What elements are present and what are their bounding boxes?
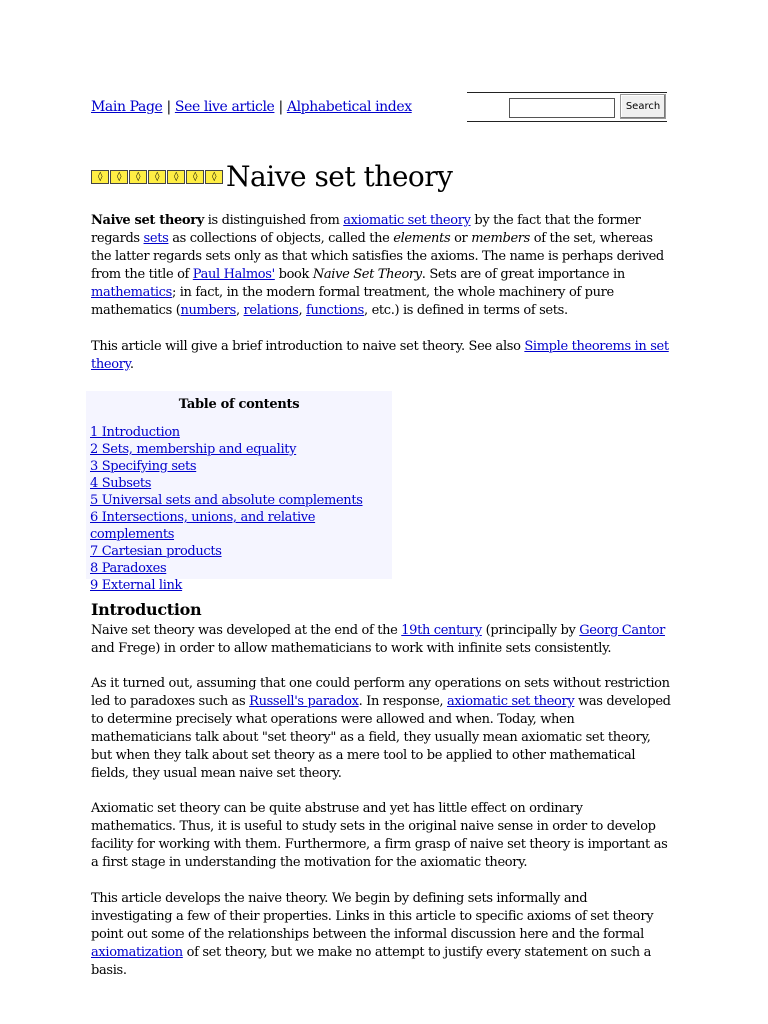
badge-icon: ◊ [186, 170, 204, 184]
toc-item [90, 475, 392, 492]
text-run: and Frege) in order to allow mathematicians to work with infinite sets consistently. [91, 641, 612, 656]
text-run: . In response, [358, 694, 447, 709]
main-page-link[interactable]: Main Page [91, 99, 163, 115]
toc-link-introduction[interactable]: 1 Introduction [90, 425, 180, 440]
toc-link-specifying-sets[interactable]: 3 Specifying sets [90, 459, 197, 474]
toc-title: Table of contents [178, 397, 300, 412]
alphabetical-index-link[interactable]: Alphabetical index [286, 99, 412, 115]
toc-link-external-link[interactable]: 9 External link [90, 578, 183, 593]
toc-item [90, 424, 392, 441]
search-button[interactable]: Search [620, 94, 666, 119]
text-run: of set theory, but we make no attempt to justify every statement on such a basis. [91, 945, 651, 978]
text-run: as collections of objects, called the [168, 231, 394, 246]
toc-item [90, 577, 392, 594]
link-19th-century[interactable]: 19th century [401, 623, 482, 638]
toc-link-universal-sets[interactable]: 5 Universal sets and absolute complements [90, 493, 363, 508]
text-run: , [298, 303, 307, 318]
toc-item [90, 492, 392, 509]
search-form [467, 92, 667, 122]
toc-list [86, 424, 392, 594]
link-sets[interactable]: sets [143, 231, 169, 246]
toc-link-intersections-unions[interactable]: 6 Intersections, unions, and relative complements [90, 510, 316, 542]
table-of-contents [86, 391, 392, 593]
text-run: is distinguished from [203, 213, 344, 228]
link-axiomatic-set-theory[interactable]: axiomatic set theory [343, 213, 471, 228]
nav-separator: | [278, 99, 283, 115]
link-axiomatic-set-theory-2[interactable]: axiomatic set theory [447, 694, 575, 709]
badge-icon: ◊ [148, 170, 166, 184]
link-relations[interactable]: relations [243, 303, 299, 318]
text-run: (principally by [481, 623, 580, 638]
page-title-text: Naive set theory [226, 160, 453, 193]
see-live-article-link[interactable]: See live article [174, 99, 275, 115]
link-mathematics[interactable]: mathematics [91, 285, 172, 300]
text-run: book [274, 267, 313, 282]
text-run: ; in fact, in the modern formal treatment, the whole machinery of pure mathematics ( [91, 285, 614, 318]
bold-term: Naive set theory [91, 213, 204, 228]
toc-link-subsets[interactable]: 4 Subsets [90, 476, 152, 491]
link-russells-paradox[interactable]: Russell's paradox [249, 694, 359, 709]
link-numbers[interactable]: numbers [180, 303, 236, 318]
badge-icon: ◊ [91, 170, 109, 184]
toc-link-sets-membership[interactable]: 2 Sets, membership and equality [90, 442, 297, 457]
nav-separator: | [166, 99, 171, 115]
badge-icon: ◊ [205, 170, 223, 184]
toc-item [90, 509, 392, 543]
link-functions[interactable]: functions [306, 303, 364, 318]
text-run: was developed to determine precisely what operations were allowed and when. Today, when mathematicians talk about "set theory" as a field, they usually mean axiomatic set theory, but when they talk about set theory as a mere tool to be applied to other mathematical fields, they usual mean naive set theory. [91, 694, 671, 781]
text-run: Naive set theory was developed at the end of the [91, 623, 402, 638]
toc-item [90, 458, 392, 475]
emphasis: Naive Set Theory [312, 267, 422, 282]
intro-paragraph-2 [91, 338, 671, 374]
text-run: by the fact that the former regards [91, 213, 641, 246]
toc-item [90, 441, 392, 458]
toc-item [90, 560, 392, 577]
toc-link-cartesian-products[interactable]: 7 Cartesian products [90, 544, 222, 559]
text-run: , [235, 303, 244, 318]
section-paragraph: Axiomatic set theory can be quite abstruse and yet has little effect on ordinary mathematics. Thus, it is useful to study sets in the original naive sense in order to develop facility for working with them. Furthermore, a firm grasp of naive set theory is important as a first stage in understanding the motivation for the axiomatic theory. [91, 801, 668, 870]
section-paragraph [91, 622, 671, 658]
link-axiomatization[interactable]: axiomatization [91, 945, 183, 960]
toc-link-paradoxes[interactable]: 8 Paradoxes [90, 561, 167, 576]
text-run: of the set, whereas the latter regards sets only as that which satisfies the axioms. The name is perhaps derived from the title of [91, 231, 664, 282]
badge-icon: ◊ [167, 170, 185, 184]
badge-icon: ◊ [129, 170, 147, 184]
text-run: This article will give a brief introduction to naive set theory. See also [91, 339, 525, 354]
section-heading-introduction: Introduction [91, 600, 202, 619]
emphasis: members [471, 231, 530, 246]
badge-icon: ◊ [110, 170, 128, 184]
title-badges [91, 170, 224, 184]
text-run: . [129, 357, 134, 372]
text-run: . Sets are of great importance in [421, 267, 625, 282]
intro-paragraph [91, 212, 671, 320]
link-georg-cantor[interactable]: Georg Cantor [579, 623, 665, 638]
page-title [91, 160, 452, 193]
section-paragraph [91, 675, 671, 783]
text-run: , etc.) is defined in terms of sets. [364, 303, 568, 318]
text-run: or [450, 231, 472, 246]
link-paul-halmos[interactable]: Paul Halmos' [192, 267, 275, 282]
toc-item [90, 543, 392, 560]
top-navigation [91, 99, 412, 115]
text-run: As it turned out, assuming that one could perform any operations on sets without restriction led to paradoxes such as [91, 676, 670, 709]
search-input[interactable] [509, 98, 615, 118]
text-run: This article develops the naive theory. We begin by defining sets informally and investigating a few of their properties. Links in this article to specific axioms of set theory point out some of the relationships between the informal discussion here and the formal [91, 891, 654, 942]
link-simple-theorems[interactable]: Simple theorems in set theory [91, 339, 669, 372]
emphasis: elements [393, 231, 451, 246]
section-paragraph [91, 890, 671, 980]
